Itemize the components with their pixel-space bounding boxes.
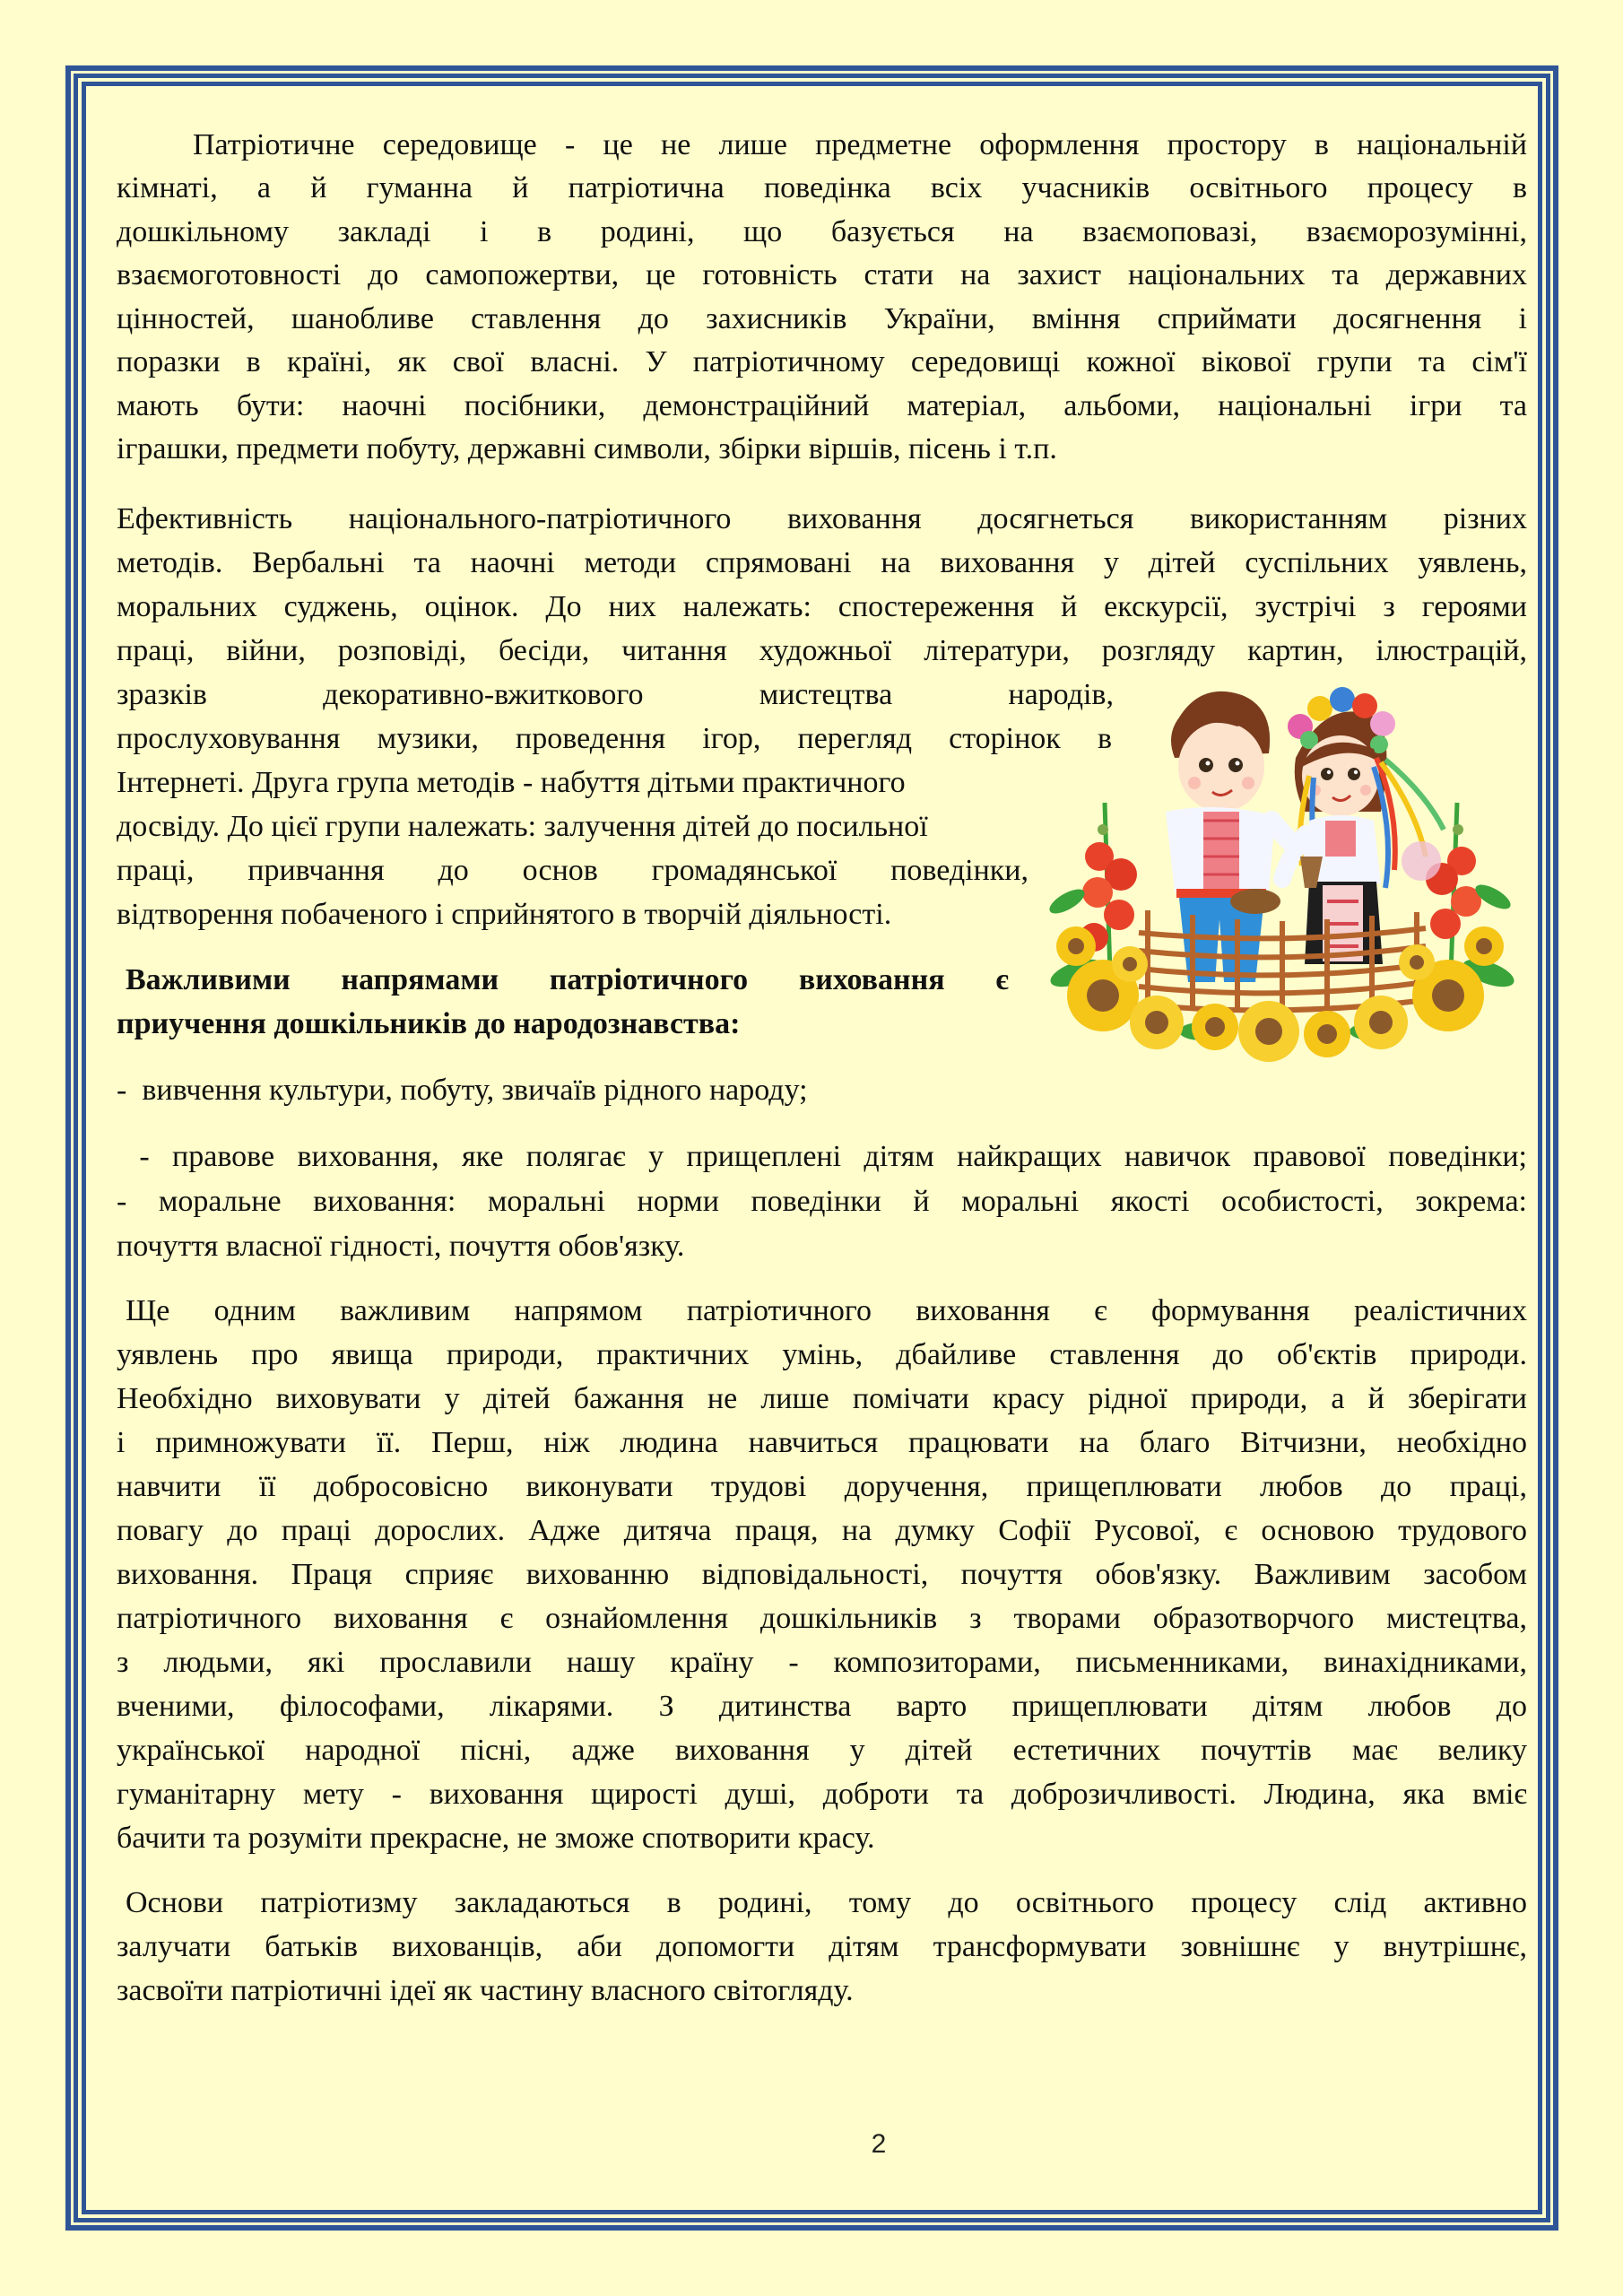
text-line: прослуховування музики, проведення ігор, перегляд сторінок в	[117, 722, 1112, 755]
text-line: праці, привчання до основ громадянської поведінки,	[117, 854, 1028, 887]
text-line: моральних суджень, оцінок. До них належать: спостереження й екскурсії, зустрічі з героями	[117, 590, 1527, 623]
text-line: досвіду. До цієї групи належать: залучення дітей до посильної	[117, 810, 928, 843]
text-line: поразки в країні, як свої власні. У патріотичному середовищі кожної вікової групи та сім'ї	[117, 345, 1527, 378]
text-line: почуття власної гідності, почуття обов'язку.	[117, 1230, 685, 1263]
text-line: Ще одним важливим напрямом патріотичного виховання є формування реалістичних	[126, 1294, 1527, 1327]
text-line: зразків декоративно-вжиткового мистецтва народів,	[117, 678, 1114, 711]
text-line: Ефективність національного-патріотичного виховання досягнеться використанням різних	[117, 502, 1527, 535]
text-line: методів. Вербальні та наочні методи спрямовані на виховання у дітей суспільних уявлень,	[117, 546, 1527, 579]
text-line: мають бути: наочні посібники, демонстраційний матеріал, альбоми, національні ігри та	[117, 389, 1527, 422]
text-line: вченими, філософами, лікарями. З дитинства варто прищеплювати дітям любов до	[117, 1690, 1527, 1723]
text-line: кімнаті, а й гуманна й патріотична поведінка всіх учасників освітнього процесу в	[117, 171, 1527, 204]
ukrainian-children-illustration	[1040, 677, 1520, 1063]
text-line: Інтернеті. Друга група методів - набуття дітьми практичного	[117, 766, 906, 799]
bouquet-icon	[1402, 841, 1441, 881]
text-line: навчити її добросовісно виконувати трудові доручення, прищеплювати любов до праці,	[117, 1470, 1527, 1503]
text-line: взаємоготовності до самопожертви, це готовність стати на захист національних та державних	[117, 258, 1527, 291]
text-line: уявлень про явища природи, практичних умінь, дбайливе ставлення до об'єктів природи.	[117, 1338, 1527, 1371]
text-line: з людьми, які прославили нашу країну - композиторами, письменниками, винахідниками,	[117, 1646, 1527, 1679]
text-line: Необхідно виховувати у дітей бажання не лише помічати красу рідної природи, а й зберігати	[117, 1382, 1527, 1415]
text-line: виховання. Праця сприяє вихованню відповідальності, почуття обов'язку. Важливим засобом	[117, 1558, 1527, 1591]
page-number: 2	[871, 2129, 887, 2159]
text-line: української народної пісні, адже виховання у дітей естетичних почуттів має велику	[117, 1734, 1527, 1767]
text-line: і примножувати її. Перш, ніж людина навчиться працювати на благо Вітчизни, необхідно	[117, 1426, 1527, 1459]
text-line: іграшки, предмети побуту, державні символи, збірки віршів, пісень і т.п.	[117, 432, 1057, 465]
text-line: залучати батьків вихованців, аби допомогти дітям трансформувати зовнішнє у внутрішнє,	[117, 1930, 1527, 1963]
text-line: цінностей, шанобливе ставлення до захисників України, вміння сприймати досягнення і	[117, 302, 1527, 335]
text-line: повагу до праці дорослих. Адже дитяча праця, на думку Софії Русової, є основою трудового	[117, 1514, 1527, 1547]
text-line: відтворення побаченого і сприйнятого в творчій діяльності.	[117, 898, 892, 931]
text-line: Патріотичне середовище - це не лише предметне оформлення простору в національній	[193, 128, 1527, 161]
text-line: Основи патріотизму закладаються в родині, тому до освітнього процесу слід активно	[126, 1886, 1527, 1919]
text-line: - вивчення культури, побуту, звичаїв рідного народу;	[117, 1074, 808, 1107]
children-fence-sunflowers-image	[1040, 677, 1520, 1063]
bread-loaf-icon	[1230, 889, 1280, 914]
text-line: патріотичного виховання є ознайомлення дошкільників з творами образотворчого мистецтва,	[117, 1602, 1527, 1635]
text-line: гуманітарну мету - виховання щирості душі, доброти та доброзичливості. Людина, яка вміє	[117, 1778, 1527, 1811]
text-line: - правове виховання, яке полягає у прищеплені дітям найкращих навичок правової поведінки;	[117, 1140, 1527, 1173]
text-line: дошкільному закладі і в родині, що базується на взаємоповазі, взаєморозумінні,	[117, 215, 1527, 248]
text-line: бачити та розуміти прекрасне, не зможе спотворити красу.	[117, 1822, 875, 1855]
text-line: засвоїти патріотичні ідеї як частину власного світогляду.	[117, 1974, 854, 2007]
text-line: праці, війни, розповіді, бесіди, читання художньої літератури, розгляду картин, ілюстрацій,	[117, 634, 1527, 667]
text-line: - моральне виховання: моральні норми поведінки й моральні якості особистості, зокрема:	[117, 1185, 1527, 1218]
text-line-bold: приучення дошкільників до народознавства:	[117, 1007, 741, 1040]
text-line-bold: Важливими напрямами патріотичного виховання є	[126, 963, 1009, 996]
